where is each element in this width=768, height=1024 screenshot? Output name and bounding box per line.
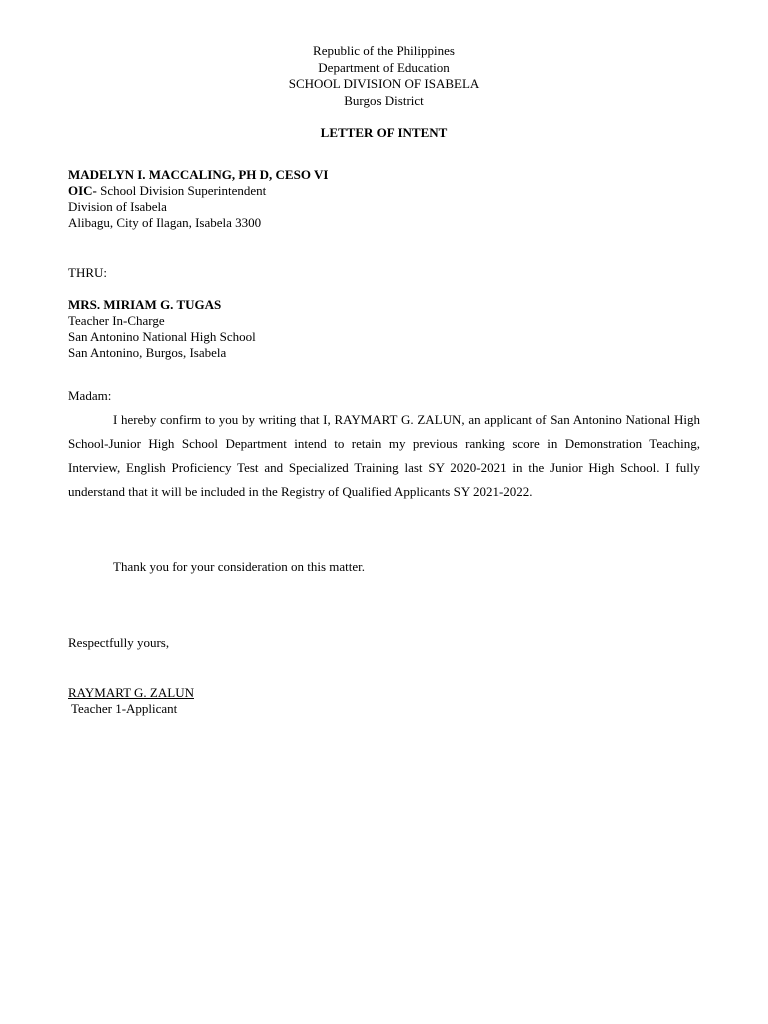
body-paragraph: I hereby confirm to you by writing that I, RAYMART G. ZALUN, an applicant of San Antonino National High School-Junior High School Department intend to retain my previous ranking score in Demonstration Teaching, Interview, English Proficiency Test and Specialized Training last SY 2020-2021 in the Junior High School. I fully understand that it will be included in the Registry of Qualified Applicants SY 2021-2022. xyxy=(68,412,700,499)
letterhead-division: SCHOOL DIVISION OF ISABELA xyxy=(288,76,480,91)
recipient-name: MADELYN I. MACCALING, PH D, CESO VI xyxy=(68,167,329,182)
letterhead xyxy=(0,43,768,109)
recipient-block xyxy=(68,167,328,231)
letterhead-country: Republic of the Philippines xyxy=(313,43,455,58)
recipient-position-line xyxy=(68,183,328,199)
thru-block xyxy=(68,297,256,361)
thru-name: MRS. MIRIAM G. TUGAS xyxy=(68,297,222,312)
signature-name: RAYMART G. ZALUN xyxy=(68,685,194,700)
closing: Respectfully yours, xyxy=(68,635,170,650)
letterhead-department: Department of Education xyxy=(318,59,450,75)
thanks-line: Thank you for your consideration on this matter. xyxy=(113,559,366,574)
recipient-position: School Division Superintendent xyxy=(96,183,267,198)
thru-address: San Antonino, Burgos, Isabela xyxy=(68,345,227,360)
recipient-office: Division of Isabela xyxy=(68,199,167,214)
recipient-position-prefix: OIC- xyxy=(68,183,97,198)
thru-position: Teacher In-Charge xyxy=(68,313,165,328)
signature-block xyxy=(68,685,194,717)
salutation: Madam: xyxy=(68,388,112,403)
thru-label: THRU: xyxy=(68,265,107,280)
letter-title: LETTER OF INTENT xyxy=(320,125,448,140)
letterhead-district: Burgos District xyxy=(344,92,424,108)
thru-school: San Antonino National High School xyxy=(68,329,256,344)
signature-title: Teacher 1-Applicant xyxy=(71,701,178,716)
recipient-address: Alibagu, City of Ilagan, Isabela 3300 xyxy=(68,215,262,230)
